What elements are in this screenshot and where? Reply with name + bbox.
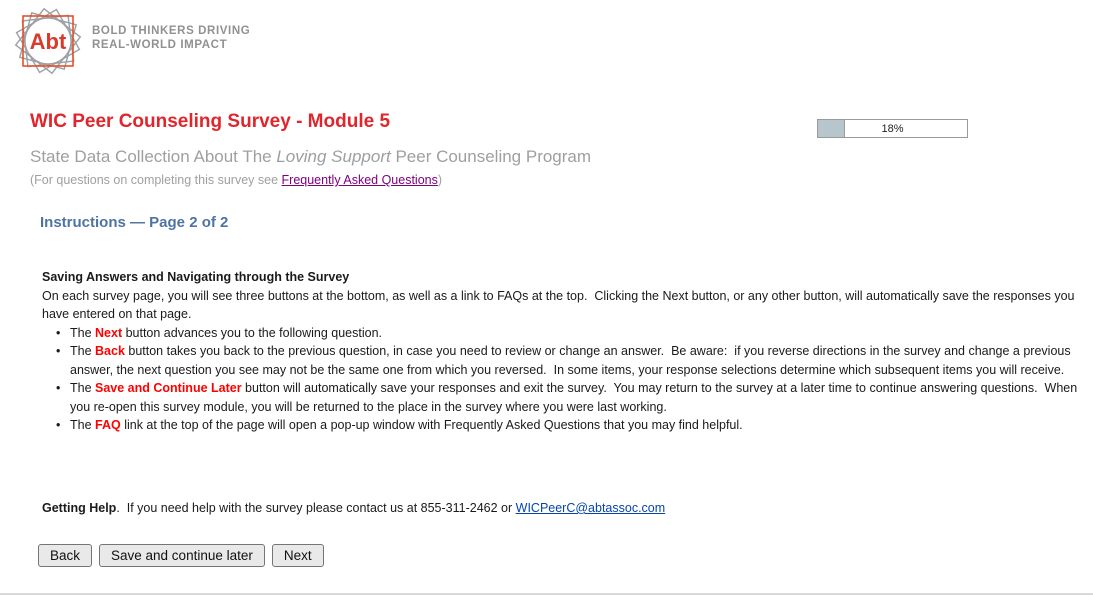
navigation-buttons <box>38 544 324 567</box>
getting-help <box>42 501 665 515</box>
faq-note <box>30 173 442 187</box>
subtitle-prefix: State Data Collection About The <box>30 147 277 166</box>
faq-link[interactable]: Frequently Asked Questions <box>281 173 438 187</box>
page-heading: Instructions — Page 2 of 2 <box>40 214 229 231</box>
bullet-save-after: button will automatically save your responses and exit the survey. You may return to the survey at a later time to continue answering questions. When you re-open this survey module, you will be returned to the place in the survey where you were last working. <box>70 381 1081 414</box>
tagline-line1: BOLD THINKERS DRIVING <box>92 25 251 37</box>
bullet-next-keyword: Next <box>95 325 123 340</box>
getting-help-label: Getting Help <box>42 501 117 515</box>
section-title: Saving Answers and Navigating through the Survey <box>42 270 350 284</box>
tagline-line2: REAL-WORLD IMPACT <box>92 39 228 51</box>
bullet-back-before: The <box>70 344 96 358</box>
next-button[interactable]: Next <box>272 544 324 567</box>
bottom-divider <box>0 593 1093 595</box>
instructions-content <box>42 268 1088 435</box>
support-email-link[interactable]: WICPeerC@abtassoc.com <box>515 501 666 515</box>
bullet-back-after: button takes you back to the previous question, in case you need to review or change an answer. Be aware: if you reverse directions in the survey and change a previous answer, the next question you see may not be the same one from which you reversed. In some items, your response selections determine which subsequent items you will receive. <box>70 344 1075 377</box>
bullet-save <box>56 379 1088 416</box>
bullet-faq-keyword: FAQ <box>95 418 121 432</box>
faq-note-suffix: ) <box>437 173 443 187</box>
svg-text:Abt: Abt <box>29 29 67 54</box>
subtitle-suffix: Peer Counseling Program <box>390 147 592 166</box>
progress-label: 18% <box>881 122 904 135</box>
faq-note-prefix: (For questions on completing this survey see <box>30 173 282 187</box>
bullet-faq-after: link at the top of the page will open a pop-up window with Frequently Asked Questions that you may find helpful. <box>120 418 743 432</box>
bullet-faq-before: The <box>70 418 96 432</box>
abt-logo-icon <box>12 6 84 76</box>
survey-title: WIC Peer Counseling Survey - Module 5 <box>30 111 391 132</box>
bullet-back-keyword: Back <box>95 344 125 358</box>
intro-paragraph: On each survey page, you will see three buttons at the bottom, as well as a link to FAQs at the top. Clicking the Next button, or any other button, will automatically save the responses you have entered on that page. <box>42 288 1078 321</box>
bullet-next <box>56 324 1088 343</box>
bullet-next-after: button advances you to the following question. <box>122 325 383 340</box>
subtitle-program-name: Loving Support <box>276 147 391 166</box>
instruction-bullets <box>56 324 1088 435</box>
bullet-back <box>56 342 1088 379</box>
save-and-continue-button[interactable]: Save and continue later <box>99 544 265 567</box>
bullet-save-keyword: Save and Continue Later <box>95 381 242 395</box>
bullet-faq <box>56 416 1088 435</box>
abt-logo <box>12 6 250 76</box>
bullet-next-before: The <box>70 325 96 340</box>
bullet-save-before: The <box>70 381 96 395</box>
back-button[interactable]: Back <box>38 544 92 567</box>
logo-tagline <box>92 24 250 52</box>
survey-subtitle <box>30 147 591 167</box>
progress-bar <box>817 119 968 138</box>
getting-help-text: . If you need help with the survey please contact us at 855-311-2462 or <box>116 501 516 515</box>
